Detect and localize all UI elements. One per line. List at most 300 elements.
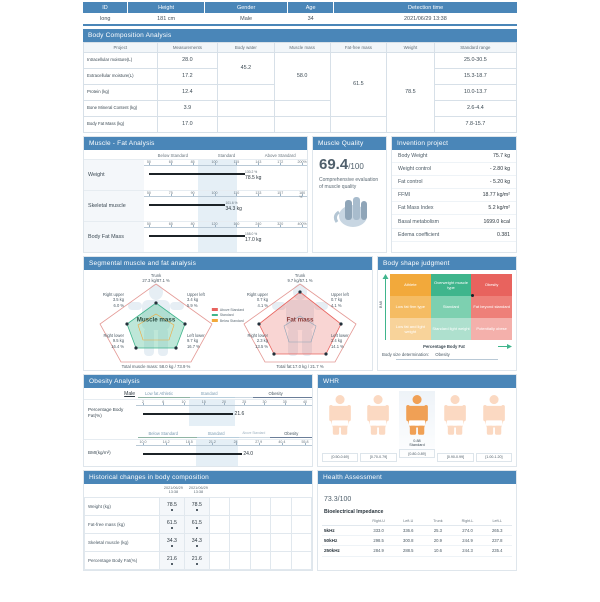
axis-tick: 80 <box>190 221 195 226</box>
legend-above-standard: Above Standard <box>212 308 244 312</box>
invention-item-value: 18.77 kg/m² <box>482 192 510 199</box>
muscle-mass-radar <box>84 270 228 370</box>
fat-mass-radar <box>228 270 372 370</box>
muscle-fat-title: Muscle - Fat Analysis <box>84 137 307 150</box>
invention-project-list <box>392 150 516 242</box>
fat-right-upper-label: Right upper <box>246 291 268 297</box>
value-height: 181 cm <box>128 13 205 24</box>
whr-title: WHR <box>318 375 516 388</box>
axis-tick: 15 <box>201 399 206 404</box>
invention-item-label: Fat Mass Index <box>398 205 434 212</box>
bmi-zone-below: Below Standard <box>148 430 179 436</box>
body-size-value: Obesity <box>435 351 450 357</box>
divider <box>396 359 498 360</box>
historical-table <box>84 484 312 571</box>
spacer-cell <box>230 484 250 498</box>
muscle-fat-row-scale <box>144 160 307 190</box>
body-shape-cell: Fat beyond standard <box>471 296 512 318</box>
table-row <box>83 13 517 24</box>
historical-empty-cell <box>209 516 229 534</box>
bmi-zone-obesity: Obesity <box>284 430 299 436</box>
table-header-row <box>85 484 312 498</box>
muscle-quality-score-max: /100 <box>348 161 364 171</box>
historical-empty-cell <box>209 534 229 552</box>
value-percent: 158.0 % <box>245 232 258 236</box>
body-composition-table <box>83 42 517 133</box>
whr-figure-cell <box>360 391 396 462</box>
muscle-trunk-value: 27.3 kg/87.1 % <box>142 278 170 284</box>
value-bar <box>149 173 245 175</box>
invention-item-value: 75.7 kg <box>492 152 510 159</box>
impedance-value: 25.3 <box>423 525 453 535</box>
invention-item-value: - 5.20 kg <box>489 178 510 185</box>
value-age: 34 <box>288 13 334 24</box>
historical-empty-cell <box>291 534 311 552</box>
historical-value-cell: 34.3 <box>159 534 184 552</box>
measurement-body-fat-mass: 17.0 <box>157 116 218 132</box>
pbf-zone-obesity: Obesity <box>268 390 283 396</box>
whr-range-label: [0.80-0.89] <box>399 449 435 458</box>
bmi-scale <box>136 440 312 466</box>
obesity-panel <box>83 374 313 467</box>
fat-right-lower-pct: 13.5 % <box>255 344 268 350</box>
axis-tick: 2 <box>142 399 145 404</box>
fat-total-label: Total fat:17.0 kg / 21.7 % <box>276 363 324 369</box>
historical-empty-cell <box>291 516 311 534</box>
header-id: ID <box>83 2 128 13</box>
muscle-right-lower-pct: 16.4 % <box>111 344 124 350</box>
table-header-row <box>84 42 517 52</box>
measurement-extracellular: 17.2 <box>157 68 218 84</box>
col-fat-free-mass: Fat-free mass <box>330 42 386 52</box>
body-shape-cell: Standard <box>431 296 472 318</box>
impedance-column-header: Right-L <box>453 518 483 526</box>
whr-figure-cell <box>476 391 512 462</box>
axis-tick: 240 <box>255 221 262 226</box>
project-protein: Protein (kg) <box>84 84 158 100</box>
axis-tick: 143 <box>255 159 262 164</box>
whr-range-label: [0.70-0.79] <box>360 453 396 462</box>
axis-tick: 110 <box>233 190 240 195</box>
impedance-value: 274.0 <box>453 525 483 535</box>
muscle-fat-row <box>84 221 307 252</box>
fat-left-lower <box>331 333 371 351</box>
impedance-value: 237.8 <box>482 535 512 545</box>
header-gender: Gender <box>205 2 288 13</box>
fat-right-upper-kg: 0.7 kg <box>256 297 268 303</box>
obesity-gender: Male <box>124 390 135 397</box>
zone-above-standard: Above Standard <box>264 152 296 158</box>
fat-right-upper-pct: 4.1 % <box>257 303 268 309</box>
muscle-right-upper-kg: 3.5 kg <box>112 297 124 303</box>
bmi-row <box>84 439 312 466</box>
axis-tick: 320 <box>277 221 284 226</box>
axis-tick: 200% <box>297 159 307 164</box>
muscle-right-upper <box>86 292 124 310</box>
historical-empty-cell <box>250 534 270 552</box>
historical-empty-cell <box>250 516 270 534</box>
measurement-protein: 12.4 <box>157 84 218 100</box>
muscle-fat-row-scale <box>144 222 307 252</box>
body-composition-title: Body Composition Analysis <box>83 29 517 42</box>
impedance-value: 235.4 <box>482 546 512 556</box>
health-score-max: /100 <box>337 495 352 503</box>
whr-status: Standard <box>409 443 425 448</box>
header-age: Age <box>288 2 334 13</box>
obesity-title: Obesity Analysis <box>84 375 312 388</box>
value-bar <box>143 453 242 455</box>
whr-figures <box>318 388 516 462</box>
impedance-table <box>322 518 512 557</box>
col-weight: Weight <box>387 42 435 52</box>
invention-project-panel <box>391 136 517 253</box>
axis-line <box>136 405 312 406</box>
historical-panel <box>83 470 313 572</box>
whr-value <box>399 439 435 449</box>
value-label: 17.0 kg <box>245 236 262 243</box>
spacer-cell <box>271 484 291 498</box>
whr-range-label: [0.50-0.69] <box>322 453 358 462</box>
muscle-fat-rows <box>84 159 307 252</box>
table-row <box>85 534 312 552</box>
table-row <box>84 100 517 116</box>
axis-tick: 55.8 <box>301 439 309 444</box>
body-shape-grid <box>390 274 512 340</box>
pbf-label: Percentage Body Fat(%) <box>88 406 124 418</box>
historical-value-cell: 78.5 <box>159 498 184 516</box>
fat-left-lower-label: Left lower <box>331 332 349 338</box>
range-bone-mineral: 2.6-4.4 <box>434 100 516 116</box>
historical-empty-cell <box>291 498 311 516</box>
value-detection-time: 2021/06/29 13:38 <box>334 13 517 24</box>
whr-figure-cell <box>322 391 358 462</box>
table-row <box>84 116 517 132</box>
historical-empty-cell <box>271 498 291 516</box>
body-fat-arrow-icon <box>498 343 512 350</box>
segmental-title: Segmental muscle and fat analysis <box>84 257 372 270</box>
spacer-cell <box>209 484 229 498</box>
value-label: 78.5 kg <box>245 174 262 181</box>
muscle-quality-score-value: 69.4 <box>319 155 349 173</box>
axis-tick: 100 <box>211 159 218 164</box>
invention-item <box>392 163 516 176</box>
muscle-right-lower-kg: 9.5 kg <box>112 338 124 344</box>
bioelectrical-impedance-label: Bioelectrical Impedance <box>324 508 384 515</box>
segmental-row <box>83 256 517 371</box>
impedance-value: 10.6 <box>423 546 453 556</box>
project-extracellular: Extracellular moisture(L) <box>84 68 158 84</box>
axis-tick: 157 <box>277 190 284 195</box>
zone-below-standard: Below Standard <box>157 152 188 158</box>
muscle-radar-center-label: Muscle mass <box>136 316 176 323</box>
pbf-zone-low-fat: Low fat Athletic <box>144 390 174 396</box>
historical-value-cell: 21.6 <box>184 552 209 570</box>
axis-tick: 40.4 <box>278 439 286 444</box>
invention-item-value: 0.381 <box>497 231 510 238</box>
body-size-label: Body size determination: <box>382 351 430 357</box>
fat-right-lower-kg: 2.3 kg <box>256 338 268 344</box>
historical-date-header: 2021/06/29 13:38 <box>163 485 183 495</box>
axis-tick: 172 <box>277 159 284 164</box>
fat-trunk-name: Trunk <box>294 272 306 278</box>
axis-tick: 120 <box>211 221 218 226</box>
axis-tick: 10 <box>181 399 186 404</box>
historical-empty-cell <box>230 534 250 552</box>
analysis-row <box>83 136 517 253</box>
impedance-value: 333.0 <box>364 525 394 535</box>
axis-tick: 180 % <box>299 190 306 199</box>
invention-item <box>392 176 516 189</box>
axis-tick: 115 <box>233 159 240 164</box>
historical-empty-cell <box>230 552 250 570</box>
invention-item-value: - 2.80 kg <box>489 165 510 172</box>
bmi-axis-label: BMI <box>378 300 384 308</box>
bmi-label: BMI(kg/m²) <box>88 449 111 455</box>
axis-tick: 40 <box>302 399 307 404</box>
axis-tick: 25 <box>242 399 247 404</box>
range-protein: 10.0-13.7 <box>434 84 516 100</box>
invention-project-title: Invention project <box>392 137 516 150</box>
value-id: long <box>83 13 128 24</box>
spacer <box>437 439 473 452</box>
impedance-column-header: Trunk <box>423 518 453 526</box>
historical-empty-cell <box>271 534 291 552</box>
body-shape-title: Body shape judgment <box>378 257 516 270</box>
fat-right-lower <box>230 333 268 351</box>
historical-value-cell: 61.5 <box>159 516 184 534</box>
project-intracellular: Intracellular moisture(L) <box>84 52 158 68</box>
zone-standard: Standard <box>217 152 236 158</box>
axis-tick: 400% <box>297 221 307 226</box>
table-row <box>322 535 512 545</box>
pbf-zone-standard: Standard <box>200 390 218 396</box>
axis-tick: 30 <box>262 399 267 404</box>
fat-left-lower-kg: 2.4 kg <box>331 338 343 344</box>
value-gender: Male <box>205 13 288 24</box>
value-weight: 78.5 <box>387 52 435 132</box>
impedance-value: 298.5 <box>364 535 394 545</box>
axis-tick: 50 <box>146 190 151 195</box>
impedance-frequency: 5kHz <box>322 525 364 535</box>
bmi-zone-above: Above Standard <box>242 430 266 435</box>
table-header-row <box>83 2 517 13</box>
value-body-water: 45.2 <box>218 52 274 84</box>
impedance-column-header: Right-U <box>364 518 394 526</box>
range-extracellular: 15.3-18.7 <box>434 68 516 84</box>
body-silhouette-icon <box>437 391 473 437</box>
impedance-value: 336.6 <box>393 525 423 535</box>
historical-date-header: 2021/06/29 13:38 <box>188 485 208 495</box>
impedance-value: 288.5 <box>393 546 423 556</box>
invention-item-label: FFMI <box>398 192 411 199</box>
fat-trunk-value: 9.7 kg/57.1 % <box>287 278 313 284</box>
spacer-cell <box>330 116 386 132</box>
col-project: Project <box>84 42 158 52</box>
body-shape-cell: Potentially obese <box>471 318 512 340</box>
measurement-intracellular: 28.0 <box>157 52 218 68</box>
muscle-fat-zone-header <box>84 150 307 159</box>
invention-item <box>392 189 516 202</box>
historical-empty-cell <box>209 498 229 516</box>
value-label: 34.3 kg <box>225 205 242 212</box>
body-silhouette-icon <box>476 391 512 437</box>
body-composition-panel <box>83 29 517 133</box>
impedance-value: 300.8 <box>393 535 423 545</box>
historical-empty-cell <box>209 552 229 570</box>
health-panel <box>317 470 517 572</box>
muscle-quality-score <box>313 150 386 173</box>
body-shape-cell: Standard light weight <box>431 318 472 340</box>
spacer-cell <box>274 116 330 132</box>
body-shape-cell: Obesity <box>471 274 512 296</box>
axis-tick: 50 <box>146 159 151 164</box>
muscle-fat-row <box>84 190 307 221</box>
divider <box>83 24 517 26</box>
axis-line <box>144 196 307 197</box>
spacer-cell <box>218 116 274 132</box>
impedance-value: 284.9 <box>364 546 394 556</box>
impedance-frequency: 50kHz <box>322 535 364 545</box>
header-detection-time: Detection time <box>334 2 517 13</box>
body-shape-cell: Low fat and light weight <box>390 318 431 340</box>
axis-tick: 100 <box>211 190 218 195</box>
axis-tick: 160 <box>233 221 240 226</box>
muscle-fat-row-label: Weight <box>84 160 144 190</box>
header-height: Height <box>128 2 205 13</box>
whr-range-label: [0.90-0.99] <box>437 453 473 462</box>
spacer-cell <box>291 484 311 498</box>
impedance-column-header <box>322 518 364 526</box>
muscle-quality-title: Muscle Quality <box>313 137 386 150</box>
spacer-cell <box>274 100 330 116</box>
health-score-value: 73.3 <box>324 495 338 503</box>
historical-empty-cell <box>291 552 311 570</box>
col-standard-range: Standard range <box>434 42 516 52</box>
invention-item-value: 1699.0 kcal <box>483 218 510 225</box>
muscle-upper-left-kg: 3.4 kg <box>187 297 199 303</box>
whr-figure-cell <box>437 391 473 462</box>
muscle-total-label: Total muscle mass: 58.0 kg / 73.9 % <box>121 363 191 369</box>
axis-tick: 90 <box>190 190 195 195</box>
table-row <box>85 498 312 516</box>
impedance-value: 20.9 <box>423 535 453 545</box>
spacer-cell <box>250 484 270 498</box>
body-fat-axis-label: Percentage Body Fat <box>423 343 465 349</box>
patient-info-table <box>83 2 517 24</box>
axis-line <box>144 227 307 228</box>
axis-line <box>144 165 307 166</box>
muscle-upper-left-label: Upper left <box>187 291 205 297</box>
value-percent: 130.2 % <box>245 170 258 174</box>
table-row <box>85 552 312 570</box>
invention-item-label: Weight control <box>398 165 432 172</box>
muscle-trunk-label <box>126 273 186 285</box>
fat-trunk-label <box>270 273 330 285</box>
invention-item-label: Basal metabolism <box>398 218 439 225</box>
whr-range-label: [1.00-1.20] <box>476 453 512 462</box>
fat-upper-left-pct: 4.1 % <box>331 303 342 309</box>
muscle-fat-row-scale <box>144 191 307 221</box>
spacer <box>360 439 396 452</box>
axis-tick: 24 <box>233 439 238 444</box>
bmi-zone-standard: Standard <box>207 430 225 436</box>
spacer-cell <box>218 84 274 100</box>
spacer-cell <box>218 100 274 116</box>
invention-item <box>392 215 516 228</box>
spacer-cell <box>85 484 160 498</box>
whr-panel <box>317 374 517 467</box>
col-body-water: Body water <box>218 42 274 52</box>
historical-value-cell: 78.5 <box>184 498 209 516</box>
axis-tick: 35 <box>282 399 287 404</box>
body-size-determination <box>378 350 516 357</box>
spacer <box>476 439 512 452</box>
table-row <box>84 52 517 68</box>
value-label: 24.0 <box>243 451 254 457</box>
value-bar <box>149 204 226 206</box>
historical-row-label: Fat-free mass (kg) <box>85 516 160 534</box>
project-body-fat-mass: Body Fat Mass (kg) <box>84 116 158 132</box>
axis-tick: 6 <box>162 399 165 404</box>
historical-row-label: Weight (kg) <box>85 498 160 516</box>
historical-empty-cell <box>230 498 250 516</box>
impedance-frequency: 250kHz <box>322 546 364 556</box>
axis-tick: 10.0 <box>139 439 147 444</box>
pbf-row <box>84 399 312 426</box>
impedance-column-header: Left-U <box>393 518 423 526</box>
muscle-trunk-name: Trunk <box>150 272 162 278</box>
muscle-fat-panel <box>83 136 308 253</box>
historical-empty-cell <box>230 516 250 534</box>
body-composition-report <box>0 2 600 602</box>
legend-below-standard: Below Standard <box>212 319 244 323</box>
muscle-right-upper-pct: 6.0 % <box>113 303 124 309</box>
axis-tick: 133 <box>255 190 262 195</box>
muscle-left-lower-pct: 16.7 % <box>187 344 200 350</box>
historical-value-cell: 34.3 <box>184 534 209 552</box>
axis-tick: 50 <box>146 221 151 226</box>
pbf-scale <box>136 400 312 426</box>
historical-empty-cell <box>271 516 291 534</box>
muscle-upper-left-pct: 5.9 % <box>187 303 198 309</box>
invention-item <box>392 150 516 163</box>
axis-tick: 18.5 <box>185 439 193 444</box>
axis-tick: 65 <box>168 221 173 226</box>
historical-empty-cell <box>250 498 270 516</box>
historical-value-cell: 61.5 <box>184 516 209 534</box>
body-shape-marker <box>471 294 474 297</box>
health-title: Health Assessment <box>318 471 516 484</box>
muscle-right-lower <box>86 333 124 351</box>
table-header-row <box>322 518 512 526</box>
value-label: 21.6 <box>234 411 245 417</box>
range-body-fat-mass: 7.8-15.7 <box>434 116 516 132</box>
muscle-left-lower <box>187 333 227 351</box>
range-intracellular: 25.0-30.5 <box>434 52 516 68</box>
historical-title: Historical changes in body composition <box>84 471 312 484</box>
body-shape-cell: Overweight muscle type <box>431 274 472 296</box>
whr-figure-cell <box>399 391 435 462</box>
project-bone-mineral: Bone Mineral Content (kg) <box>84 100 158 116</box>
body-silhouette-icon <box>322 391 358 437</box>
body-shape-cell: Low fat firm type <box>390 296 431 318</box>
table-row <box>322 525 512 535</box>
muscle-quality-panel <box>312 136 387 253</box>
axis-tick: 14.2 <box>162 439 170 444</box>
historical-value-cell: 21.6 <box>159 552 184 570</box>
bmi-axis <box>378 274 390 342</box>
muscle-left-lower-label: Left lower <box>187 332 205 338</box>
